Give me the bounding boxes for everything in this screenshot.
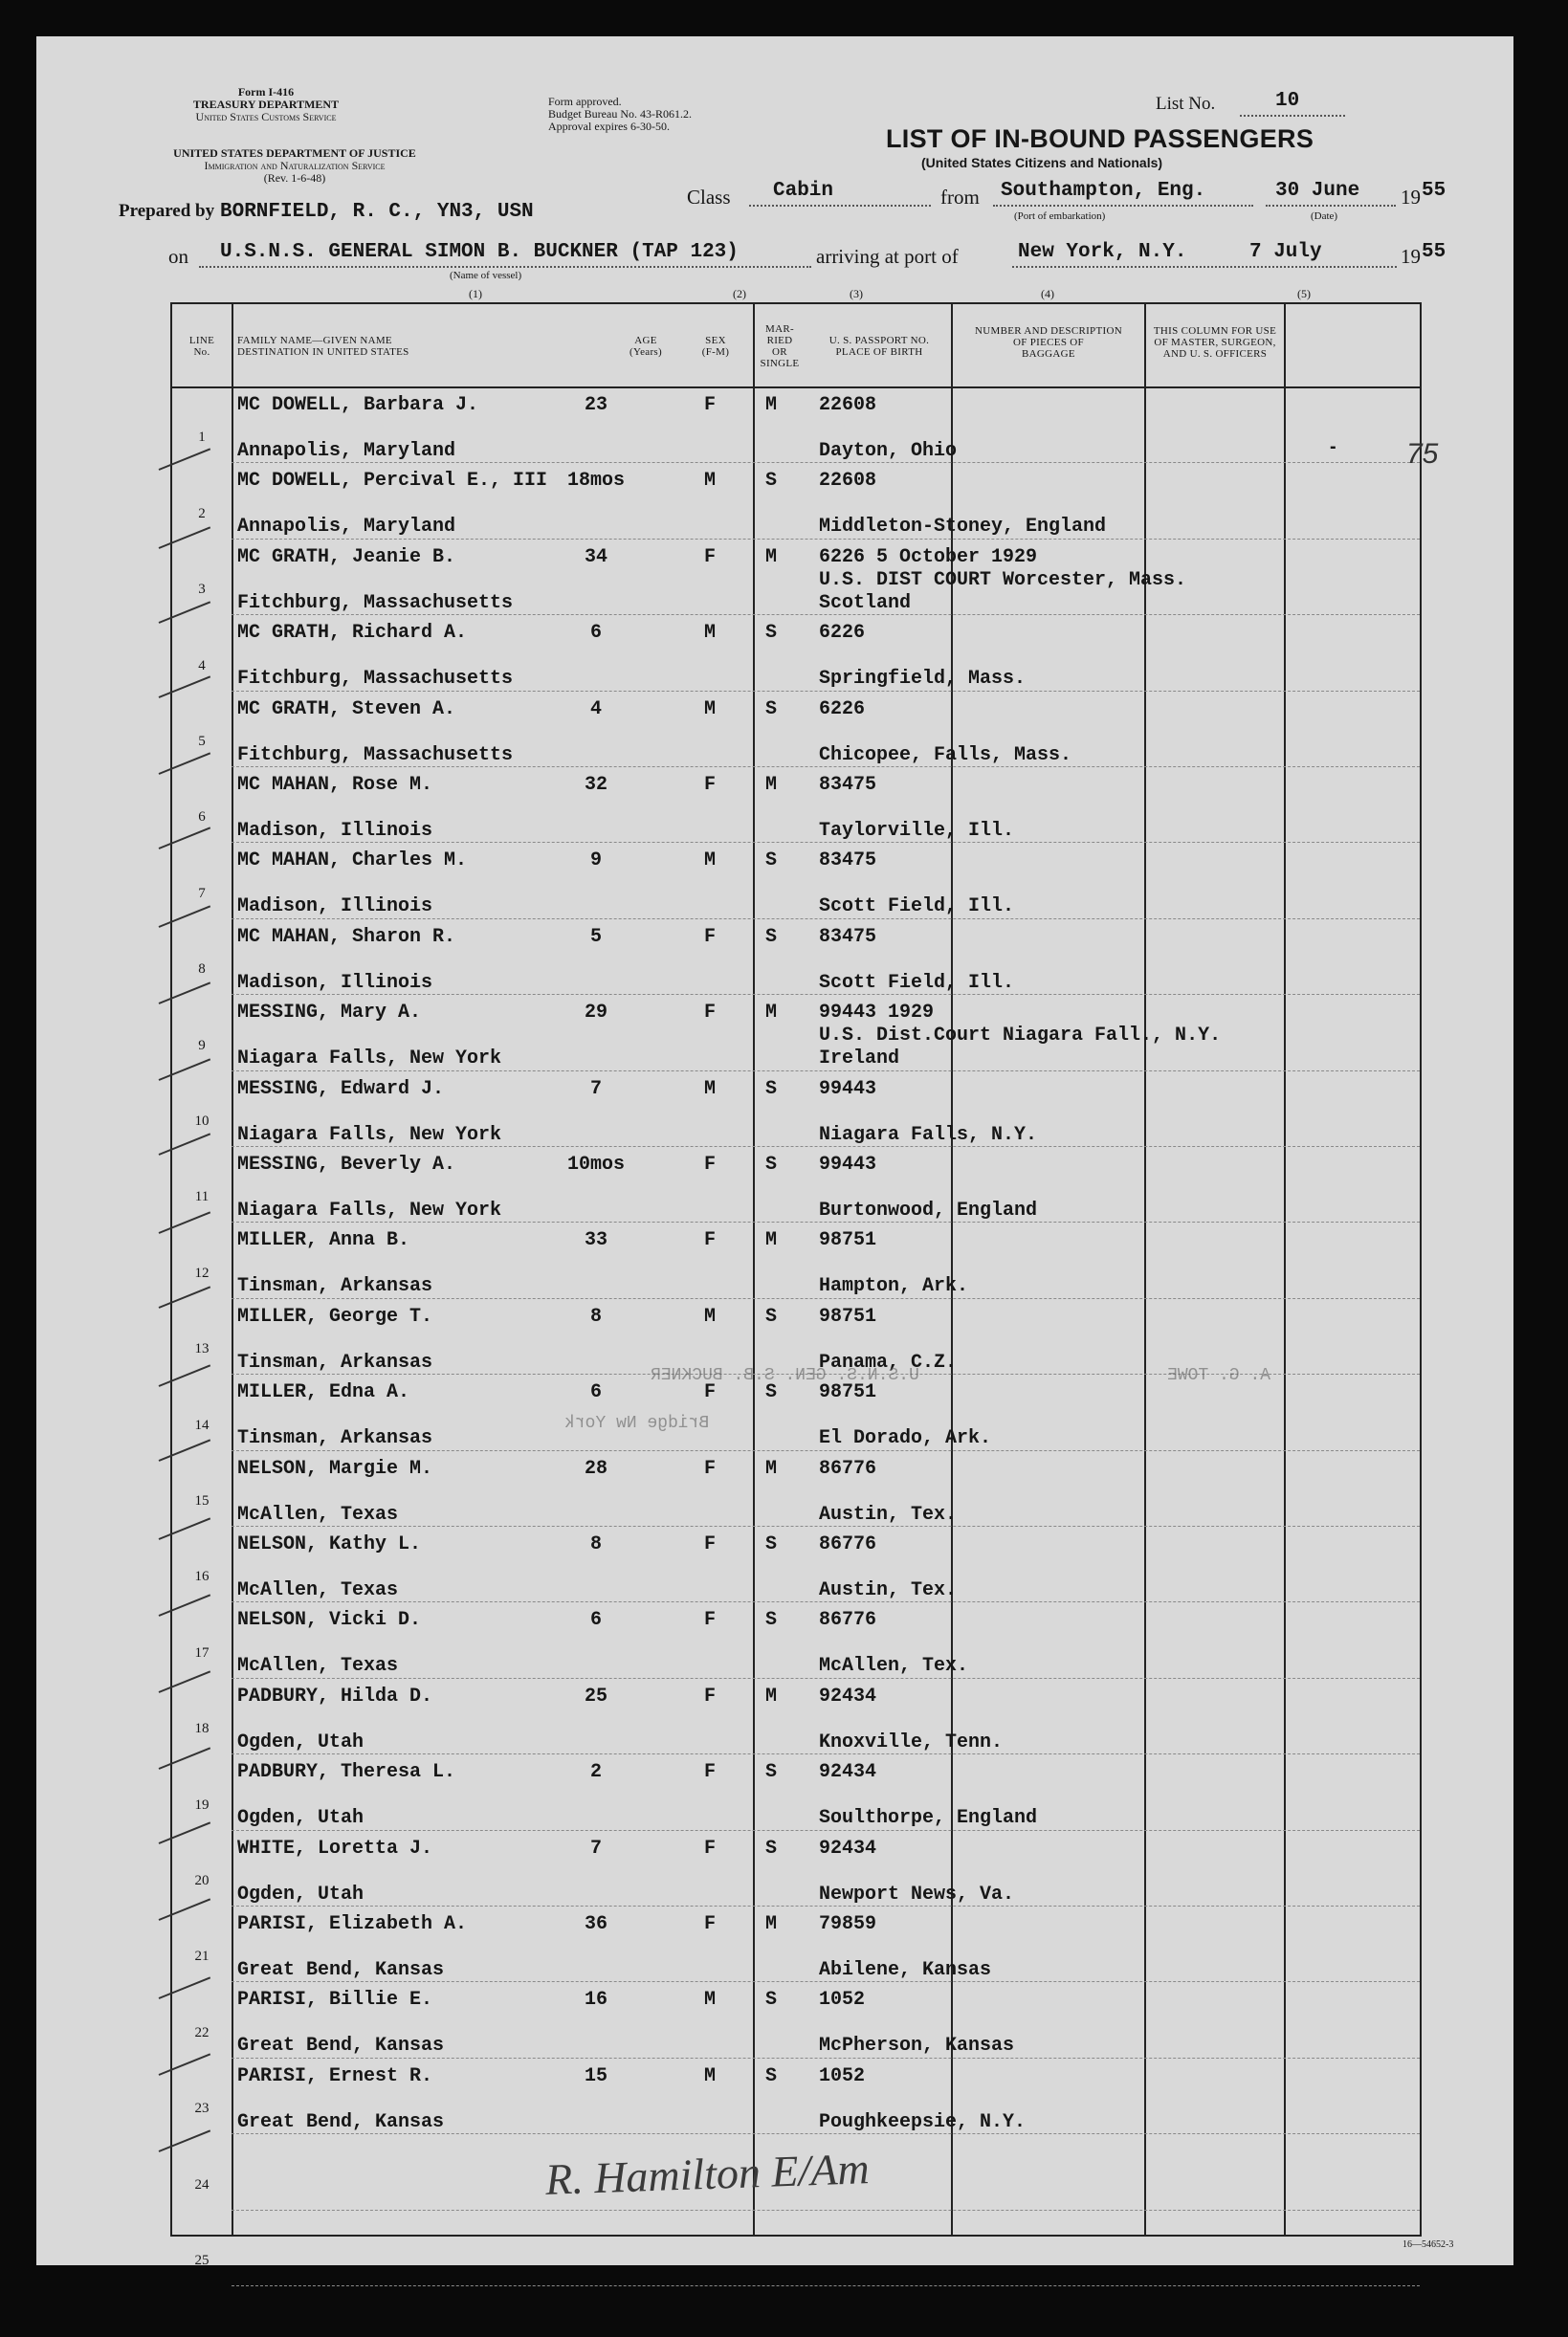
marital-status: S [765,849,778,872]
place-of-birth: Scott Field, Ill. [819,895,1015,918]
marital-status: S [765,1837,778,1860]
passenger-age: 5 [589,925,602,948]
passenger-name: PARISI, Ernest R. [237,2064,433,2087]
form-title: LIST OF IN-BOUND PASSENGERS [886,124,1314,153]
arriving-label: arriving at port of [816,245,959,268]
passenger-sex: F [704,394,717,416]
marital-status: M [765,394,778,416]
passenger-sex: F [704,1533,717,1555]
passport-number: 79859 [819,1913,877,1935]
officer-note: 75 [1406,438,1439,470]
header-passport: U. S. PASSPORT NO. PLACE OF BIRTH [828,335,930,358]
marital-status: S [765,697,778,720]
passenger-age: 7 [589,1077,602,1100]
line-number: 19 [194,1797,210,1813]
passport-number: 86776 [819,1457,877,1480]
passenger-age: 25 [584,1685,607,1708]
passenger-name: MC GRATH, Jeanie B. [237,545,456,568]
form-subtitle: (United States Citizens and Nationals) [921,155,1163,170]
passenger-name: WHITE, Loretta J. [237,1837,433,1860]
header-line-no: LINE No. [188,335,215,358]
passport-number: 6226 [819,697,866,720]
header-name: FAMILY NAME—GIVEN NAME DESTINATION IN UNITED STATES [237,335,409,358]
place-of-birth: Niagara Falls, N.Y. [819,1123,1038,1146]
marital-status: M [765,545,778,568]
naturalization-court: U.S. DIST COURT Worcester, Mass. [819,568,1187,591]
line-number: 6 [198,809,206,826]
passenger-sex: F [704,545,717,568]
marital-status: M [765,1229,778,1252]
destination: Tinsman, Arkansas [237,1427,433,1450]
marital-status: M [765,1457,778,1480]
approval-expires: Approval expires 6-30-50. [548,120,670,133]
line-number: 16 [194,1569,210,1585]
list-no-label: List No. [1156,94,1216,114]
marital-status: S [765,1077,778,1100]
arrival-date: 7 July [1249,241,1322,263]
marital-status: M [765,1913,778,1935]
passenger-sex: F [704,1761,717,1784]
passport-number: 92434 [819,1837,877,1860]
place-of-birth: Soulthorpe, England [819,1807,1038,1830]
passenger-sex: M [704,2064,717,2087]
passport-number: 86776 [819,1533,877,1555]
line-number: 14 [194,1417,210,1433]
passenger-age: 7 [589,1837,602,1860]
passport-number: 6226 5 October 1929 [819,545,1038,568]
passenger-age: 10mos [566,1154,625,1176]
column-number: (2) [733,287,746,300]
approval-block [548,96,692,133]
passenger-name: MC DOWELL, Percival E., III [237,470,548,493]
destination: Niagara Falls, New York [237,1200,502,1222]
prepared-label: Prepared by [119,201,215,221]
passport-number: 83475 [819,925,877,948]
arrival-port: New York, N.Y. [1018,241,1187,263]
passenger-name: PARISI, Billie E. [237,1989,433,2012]
place-of-birth: Panama, C.Z. [819,1351,958,1374]
line-number: 24 [194,2176,210,2193]
passenger-name: MESSING, Mary A. [237,1002,422,1025]
line-number: 7 [198,885,206,901]
passport-number: 92434 [819,1761,877,1784]
place-of-birth: McAllen, Tex. [819,1655,969,1678]
passenger-age: 6 [589,622,602,645]
year-prefix: 19 [1401,245,1421,268]
passenger-sex: M [704,470,717,493]
list-no-value: 10 [1275,90,1300,112]
marital-status: S [765,2064,778,2087]
line-number: 3 [198,582,206,598]
passport-number: 6226 [819,622,866,645]
destination: Tinsman, Arkansas [237,1351,433,1374]
line-number: 17 [194,1644,210,1661]
passenger-manifest-page [36,36,1513,2268]
passenger-age: 15 [584,2064,607,2087]
line-number: 21 [194,1949,210,1965]
passenger-name: MC DOWELL, Barbara J. [237,394,479,416]
line-number: 12 [194,1265,210,1281]
line-number: 23 [194,2101,210,2117]
marital-status: S [765,1154,778,1176]
bleed-through-text: U.S.N.S. GEN. S.B. BUCKNER [651,1366,919,1385]
passenger-sex: F [704,1229,717,1252]
column-number: (1) [469,287,482,300]
passenger-sex: M [704,849,717,872]
place-of-birth: Knoxville, Tenn. [819,1731,1004,1753]
marital-status: S [765,925,778,948]
on-label: on [168,245,188,268]
passenger-sex: F [704,774,717,796]
header-baggage: NUMBER AND DESCRIPTION OF PIECES OF BAGGAGE [975,325,1122,360]
destination: Fitchburg, Massachusetts [237,743,514,766]
depart-year: 55 [1422,180,1447,202]
destination: Ogden, Utah [237,1883,364,1906]
place-of-birth: Newport News, Va. [819,1883,1015,1906]
passenger-name: NELSON, Vicki D. [237,1609,422,1632]
form-header-block [151,86,381,123]
line-number: 8 [198,961,206,978]
officer-tick: - [1330,436,1336,457]
place-of-birth: El Dorado, Ark. [819,1427,992,1450]
destination: Great Bend, Kansas [237,2110,445,2133]
line-number: 9 [198,1037,206,1053]
passport-number: 99443 [819,1154,877,1176]
passenger-age: 8 [589,1305,602,1328]
justice-block [170,147,419,185]
passenger-name: MILLER, Anna B. [237,1229,410,1252]
header-age: AGE (Years) [629,335,662,358]
passenger-name: MC GRATH, Steven A. [237,697,456,720]
passenger-age: 23 [584,394,607,416]
revision: (Rev. 1-6-48) [263,171,326,185]
line-number: 11 [194,1189,210,1205]
passenger-sex: F [704,1913,717,1935]
destination: Annapolis, Maryland [237,516,456,539]
marital-status: S [765,622,778,645]
marital-status: M [765,774,778,796]
passport-number: 83475 [819,774,877,796]
form-number: Form I-416 [237,85,295,99]
destination: Ogden, Utah [237,1731,364,1753]
passenger-age: 6 [589,1381,602,1404]
place-of-birth: McPherson, Kansas [819,2035,1015,2058]
marital-status: M [765,1685,778,1708]
from-port: Southampton, Eng. [1001,180,1206,202]
passenger-sex: F [704,1609,717,1632]
ins-service: Immigration and Naturalization Service [204,159,386,172]
bleed-through-text: A. G. TOWE [1167,1366,1271,1385]
arrival-year: 55 [1422,241,1447,263]
destination: Annapolis, Maryland [237,440,456,462]
column-number: (4) [1041,287,1054,300]
passport-number: 86776 [819,1609,877,1632]
column-number: (5) [1297,287,1311,300]
destination: Great Bend, Kansas [237,1959,445,1981]
passenger-name: MC MAHAN, Rose M. [237,774,433,796]
passenger-name: MILLER, Edna A. [237,1381,410,1404]
line-number: 15 [194,1493,210,1509]
destination: Madison, Illinois [237,895,433,918]
line-number: 22 [194,2024,210,2040]
line-number: 25 [194,2253,210,2268]
passenger-age: 16 [584,1989,607,2012]
line-number: 2 [198,505,206,521]
passenger-sex: M [704,1989,717,2012]
passenger-sex: F [704,1685,717,1708]
footer-code: 16—54652-3 [1402,2239,1454,2250]
marital-status: S [765,1305,778,1328]
passenger-age: 9 [589,849,602,872]
place-of-birth: Middleton-Stoney, England [819,516,1107,539]
header-married: MAR- RIED OR SINGLE [760,323,800,369]
passport-number: 1052 [819,1989,866,2012]
destination: Ogden, Utah [237,1807,364,1830]
passenger-name: PARISI, Elizabeth A. [237,1913,468,1935]
from-label: from [940,186,980,209]
vessel-name: U.S.N.S. GENERAL SIMON B. BUCKNER (TAP 123) [220,241,739,263]
destination: Fitchburg, Massachusetts [237,591,514,614]
passenger-sex: F [704,1002,717,1025]
passenger-name: MESSING, Edward J. [237,1077,445,1100]
marital-status: S [765,470,778,493]
class-value: Cabin [773,180,834,202]
passport-number: 1052 [819,2064,866,2087]
line-number: 4 [198,657,206,673]
place-of-birth: Chicopee, Falls, Mass. [819,743,1072,766]
line-number: 10 [194,1113,210,1129]
place-of-birth: Poughkeepsie, N.Y. [819,2110,1027,2133]
justice-dept: UNITED STATES DEPARTMENT OF JUSTICE [173,146,416,160]
place-of-birth: Austin, Tex. [819,1579,958,1601]
budget-bureau: Budget Bureau No. 43-R061.2. [548,107,692,121]
place-of-birth: Austin, Tex. [819,1503,958,1526]
passenger-name: PADBURY, Theresa L. [237,1761,456,1784]
passenger-sex: M [704,622,717,645]
passport-number: 83475 [819,849,877,872]
passport-number: 98751 [819,1229,877,1252]
passenger-sex: F [704,1837,717,1860]
passenger-name: MC MAHAN, Charles M. [237,849,468,872]
line-number: 20 [194,1873,210,1888]
destination: Madison, Illinois [237,820,433,842]
place-of-birth: Taylorville, Ill. [819,820,1015,842]
destination: McAllen, Texas [237,1655,399,1678]
passenger-name: NELSON, Kathy L. [237,1533,422,1555]
header-officers: THIS COLUMN FOR USE OF MASTER, SURGEON, AND U. S. OFFICERS [1153,325,1277,360]
row-rule [232,2285,1420,2286]
marital-status: S [765,1533,778,1555]
passport-number: 99443 1929 [819,1002,935,1025]
place-of-birth: Hampton, Ark. [819,1275,969,1298]
passenger-age: 18mos [566,470,625,493]
passenger-age: 34 [584,545,607,568]
bleed-through-text: Bridge Nw York [564,1414,710,1433]
naturalization-court: U.S. Dist.Court Niagara Fall., N.Y. [819,1025,1222,1047]
column-number: (3) [850,287,863,300]
depart-date: 30 June [1275,180,1360,202]
line-number: 5 [198,734,206,749]
destination: Madison, Illinois [237,971,433,994]
embark-caption: (Port of embarkation) [1014,210,1106,222]
passenger-name: MC MAHAN, Sharon R. [237,925,456,948]
destination: Great Bend, Kansas [237,2035,445,2058]
marital-status: S [765,1761,778,1784]
passport-number: 99443 [819,1077,877,1100]
passenger-age: 29 [584,1002,607,1025]
place-of-birth: Abilene, Kansas [819,1959,992,1981]
destination: McAllen, Texas [237,1579,399,1601]
marital-status: S [765,1381,778,1404]
passenger-name: MESSING, Beverly A. [237,1154,456,1176]
header-sex: SEX (F-M) [701,335,730,358]
form-approved: Form approved. [548,95,622,108]
place-of-birth: Scott Field, Ill. [819,971,1015,994]
passenger-age: 36 [584,1913,607,1935]
line-number: 18 [194,1721,210,1737]
passenger-sex: M [704,1077,717,1100]
destination: Niagara Falls, New York [237,1123,502,1146]
line-number: 13 [194,1341,210,1357]
marital-status: S [765,1609,778,1632]
passenger-name: MC GRATH, Richard A. [237,622,468,645]
signature: R. Hamilton E/Am [544,2144,871,2204]
place-of-birth: Dayton, Ohio [819,440,958,462]
place-of-birth: Burtonwood, England [819,1200,1038,1222]
marital-status: S [765,1989,778,2012]
passenger-name: MILLER, George T. [237,1305,433,1328]
passenger-age: 4 [589,697,602,720]
passenger-age: 28 [584,1457,607,1480]
place-of-birth: Scotland [819,591,912,614]
prepared-by: BORNFIELD, R. C., YN3, USN [220,201,534,223]
passenger-sex: F [704,1381,717,1404]
passport-number: 22608 [819,394,877,416]
row-rule [232,2210,1420,2211]
destination: Tinsman, Arkansas [237,1275,433,1298]
class-label: Class [687,186,731,209]
treasury-dept: TREASURY DEPARTMENT [192,98,340,111]
year-prefix: 19 [1401,186,1421,209]
passenger-age: 33 [584,1229,607,1252]
vessel-caption: (Name of vessel) [450,270,522,281]
passenger-sex: M [704,697,717,720]
date-caption: (Date) [1311,210,1338,222]
passport-number: 22608 [819,470,877,493]
passenger-sex: F [704,1154,717,1176]
passenger-name: PADBURY, Hilda D. [237,1685,433,1708]
passport-number: 98751 [819,1305,877,1328]
passenger-age: 32 [584,774,607,796]
passenger-age: 2 [589,1761,602,1784]
destination: McAllen, Texas [237,1503,399,1526]
passenger-sex: F [704,1457,717,1480]
passenger-name: NELSON, Margie M. [237,1457,433,1480]
passenger-age: 6 [589,1609,602,1632]
passenger-age: 8 [589,1533,602,1555]
destination: Fitchburg, Massachusetts [237,668,514,691]
place-of-birth: Springfield, Mass. [819,668,1027,691]
passenger-sex: M [704,1305,717,1328]
passport-number: 98751 [819,1381,877,1404]
marital-status: M [765,1002,778,1025]
passenger-sex: F [704,925,717,948]
line-number: 1 [198,430,206,446]
passport-number: 92434 [819,1685,877,1708]
place-of-birth: Ireland [819,1047,900,1070]
destination: Niagara Falls, New York [237,1047,502,1070]
customs-service: United States Customs Service [195,110,337,123]
